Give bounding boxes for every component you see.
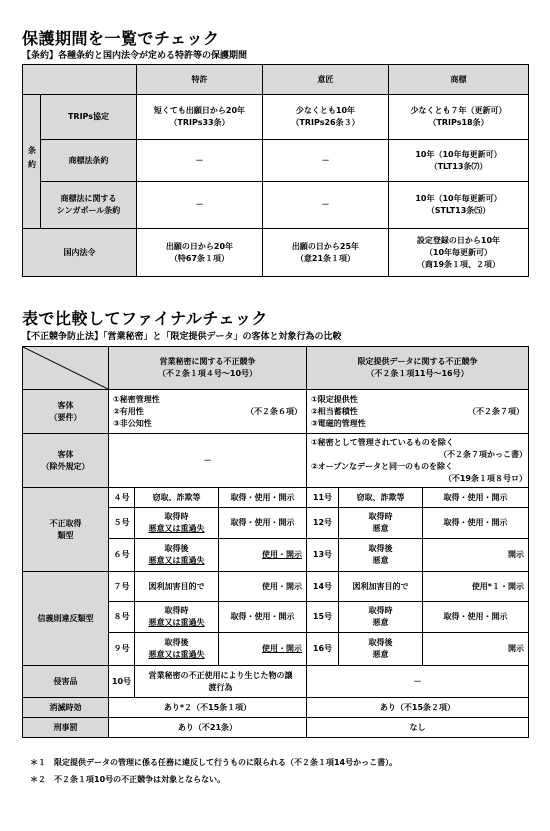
row-trips-label: TRIPs協定 <box>41 95 137 140</box>
infringe-num: 10号 <box>109 666 135 698</box>
trust-row-b-cond: 取得時 悪意 <box>339 602 423 633</box>
limitation-label: 消滅時効 <box>23 698 109 718</box>
unfair-row-b-act: 開示 <box>423 539 529 572</box>
section1-title: 保護期間を一覧でチェック <box>22 29 220 48</box>
tlt-design: － <box>263 140 389 182</box>
section2-title: 表で比較してファイナルチェック <box>22 309 268 328</box>
trust-row-b-act: 使用*１・開示 <box>423 572 529 602</box>
trust-row-a-act: 使用・開示 <box>219 633 307 666</box>
unfair-row-b-cond: 取得後 悪意 <box>339 539 423 572</box>
infringe-label: 侵害品 <box>23 666 109 698</box>
trips-design: 少なくとも10年 （TRIPs26条３） <box>263 95 389 140</box>
exclusion-trade-secret: － <box>109 434 307 488</box>
unfair-row-b-act: 取得・使用・開示 <box>423 508 529 539</box>
trust-row-a-cond: 図利加害目的で <box>135 572 219 602</box>
object-label: 客体 （要件） <box>23 390 109 434</box>
corner-cell <box>23 65 137 95</box>
unfair-row-a-act: 使用・開示 <box>219 539 307 572</box>
domestic-design: 出願の日から25年 （意21条１項） <box>263 229 389 277</box>
unfair-row-b-num: 11号 <box>307 488 339 508</box>
trust-row-a-act: 使用・開示 <box>219 572 307 602</box>
corner-cell-2 <box>23 347 109 390</box>
unfair-row-b-num: 12号 <box>307 508 339 539</box>
trust-row-a-cond: 取得時 悪意又は重過失 <box>135 602 219 633</box>
unfair-row-b-cond: 窃取、詐欺等 <box>339 488 423 508</box>
stlt-design: － <box>263 182 389 229</box>
header-design: 意匠 <box>263 65 389 95</box>
unfair-row-a-num: ６号 <box>109 539 135 572</box>
penalty-label: 刑事罰 <box>23 718 109 738</box>
section2-subtitle: 【不正競争防止法】「営業秘密」と「限定提供データ」の客体と対象行為の比較 <box>22 332 342 342</box>
unfair-acq-label: 不正取得 類型 <box>23 488 109 572</box>
unfair-row-a-act: 取得・使用・開示 <box>219 508 307 539</box>
trust-row-b-num: 14号 <box>307 572 339 602</box>
comparison-table <box>22 346 529 738</box>
row-tlt-label: 商標法条約 <box>41 140 137 182</box>
header-limited-data: 限定提供データに関する不正競争 （不２条１項11号～16号） <box>307 347 529 390</box>
stlt-patent: － <box>137 182 263 229</box>
trust-row-a-act: 取得・使用・開示 <box>219 602 307 633</box>
exclusion-label: 客体 （除外規定） <box>23 434 109 488</box>
tlt-trademark: 10年（10年毎更新可） （TLT13条⑺） <box>389 140 529 182</box>
trust-row-a-num: ８号 <box>109 602 135 633</box>
row-domestic-label: 国内法令 <box>23 229 137 277</box>
unfair-row-a-act: 取得・使用・開示 <box>219 488 307 508</box>
exclusion-limited-data: ①秘密として管理されているものを除く （不２条７項かっこ書） ②オープンなデータと同一のものを除く （不19条１項８号ロ） <box>307 434 529 488</box>
object-trade-secret: ①秘密管理性 ②有用性 ③非公知性 （不２条６項） <box>109 390 307 434</box>
trust-row-b-num: 16号 <box>307 633 339 666</box>
trust-row-a-cond: 取得後 悪意又は重過失 <box>135 633 219 666</box>
trust-row-b-num: 15号 <box>307 602 339 633</box>
trust-row-a-num: ７号 <box>109 572 135 602</box>
unfair-row-b-num: 13号 <box>307 539 339 572</box>
treaty-group-label: 条約 <box>23 95 41 229</box>
unfair-row-a-cond: 取得後 悪意又は重過失 <box>135 539 219 572</box>
domestic-trademark: 設定登録の日から10年 （10年毎更新可） （商19条１項、２項） <box>389 229 529 277</box>
limitation-trade-secret: あり*２（不15条１項） <box>109 698 307 718</box>
unfair-row-a-num: ４号 <box>109 488 135 508</box>
trips-patent: 短くても出願日から20年 （TRIPs33条） <box>137 95 263 140</box>
unfair-row-a-cond: 取得時 悪意又は重過失 <box>135 508 219 539</box>
trust-row-b-act: 開示 <box>423 633 529 666</box>
unfair-row-a-num: ５号 <box>109 508 135 539</box>
trust-row-b-act: 取得・使用・開示 <box>423 602 529 633</box>
trust-breach-label: 信義則違反類型 <box>23 572 109 666</box>
penalty-limited-data: なし <box>307 718 529 738</box>
tlt-patent: － <box>137 140 263 182</box>
trust-row-b-cond: 図利加害目的で <box>339 572 423 602</box>
header-trade-secret: 営業秘密に関する不正競争 （不２条１項４号～10号） <box>109 347 307 390</box>
penalty-trade-secret: あり（不21条） <box>109 718 307 738</box>
trust-row-a-num: ９号 <box>109 633 135 666</box>
unfair-row-b-act: 取得・使用・開示 <box>423 488 529 508</box>
trips-trademark: 少なくとも７年（更新可） （TRIPs18条） <box>389 95 529 140</box>
unfair-row-b-cond: 取得時 悪意 <box>339 508 423 539</box>
trust-row-b-cond: 取得後 悪意 <box>339 633 423 666</box>
object-limited-data: ①限定提供性 ②相当蓄積性 ③電磁的管理性 （不２条７項） <box>307 390 529 434</box>
limitation-limited-data: あり（不15条２項） <box>307 698 529 718</box>
domestic-patent: 出願の日から20年 （特67条１項） <box>137 229 263 277</box>
infringe-limited-data: － <box>307 666 529 698</box>
footnote-1: ＊１ 限定提供データの管理に係る任務に違反して行うものに限られる（不２条１項14号かっこ書）。 <box>30 758 398 767</box>
header-patent: 特許 <box>137 65 263 95</box>
row-stlt-label: 商標法に関する シンガポール条約 <box>41 182 137 229</box>
section1-subtitle: 【条約】各種条約と国内法令が定める特許等の保護期間 <box>22 51 248 61</box>
unfair-row-a-cond: 窃取、詐欺等 <box>135 488 219 508</box>
protection-period-table <box>22 64 529 277</box>
header-trademark: 商標 <box>389 65 529 95</box>
infringe-trade-secret: 営業秘密の不正使用により生じた物の譲 渡行為 <box>135 666 307 698</box>
stlt-trademark: 10年（10年毎更新可） （STLT13条⑸） <box>389 182 529 229</box>
footnote-2: ＊２ 不２条１項10号の不正競争は対象とならない。 <box>30 775 226 784</box>
